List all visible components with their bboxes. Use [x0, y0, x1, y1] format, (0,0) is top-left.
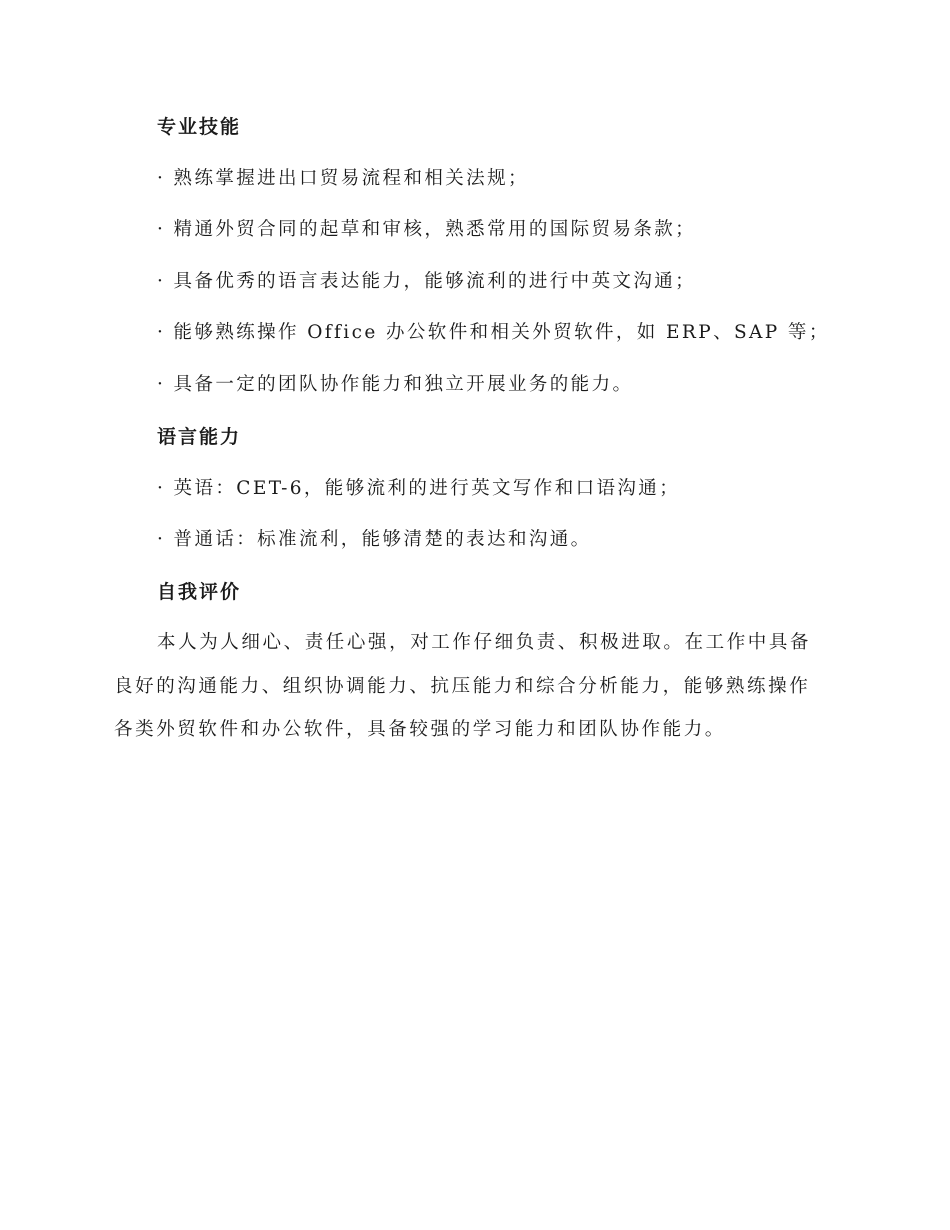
skills-item-1: · 熟练掌握进出口贸易流程和相关法规； [157, 168, 529, 189]
section-title-skills: 专业技能 [157, 116, 242, 138]
language-item-2: · 普通话：标准流利，能够清楚的表达和沟通。 [157, 529, 592, 550]
skills-item-2: · 精通外贸合同的起草和审核，熟悉常用的国际贸易条款； [157, 219, 697, 240]
skills-item-5: · 具备一定的团队协作能力和独立开展业务的能力。 [157, 374, 634, 395]
self-evaluation-line-3: 各类外贸软件和办公软件，具备较强的学习能力和团队协作能力。 [114, 719, 726, 740]
section-title-self-evaluation: 自我评价 [157, 581, 242, 603]
section-title-language: 语言能力 [157, 426, 242, 448]
skills-item-4: · 能够熟练操作 Office 办公软件和相关外贸软件，如 ERP、SAP 等； [157, 322, 830, 343]
skills-item-3: · 具备优秀的语言表达能力，能够流利的进行中英文沟通； [157, 271, 697, 292]
language-item-1: · 英语：CET-6，能够流利的进行英文写作和口语沟通； [157, 478, 681, 499]
self-evaluation-line-2: 良好的沟通能力、组织协调能力、抗压能力和综合分析能力，能够熟练操作 [114, 676, 811, 697]
self-evaluation-line-1: 本人为人细心、责任心强，对工作仔细负责、积极进取。在工作中具备 [157, 632, 812, 653]
